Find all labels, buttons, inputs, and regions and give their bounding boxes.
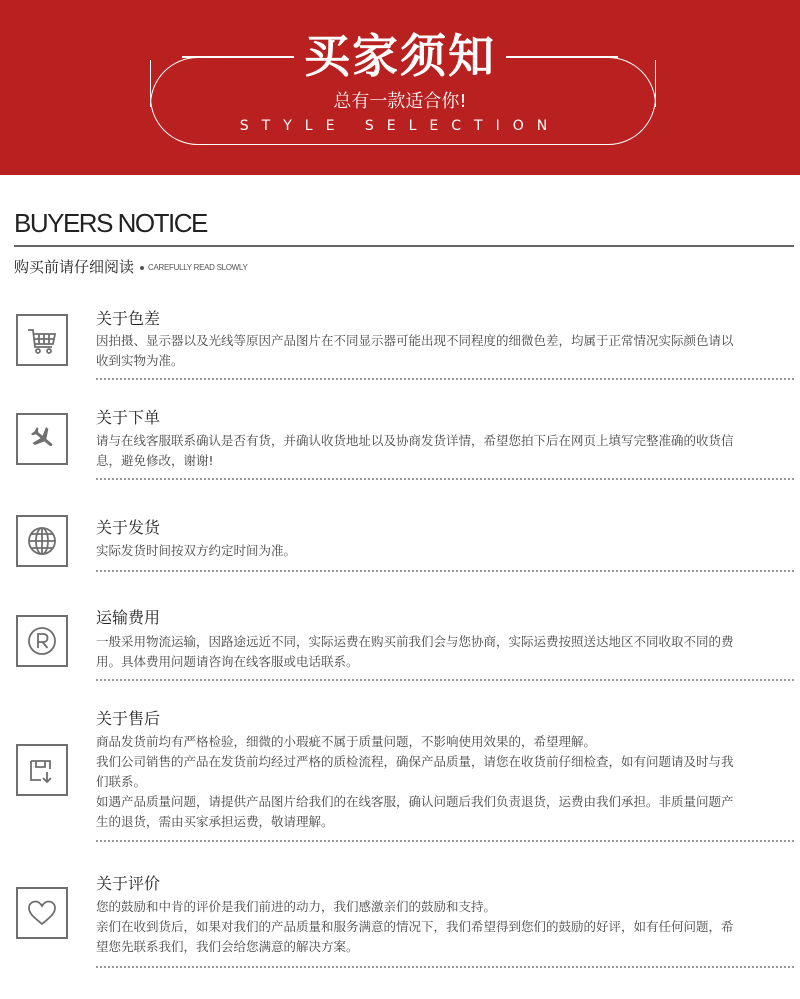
item-divider: [96, 679, 794, 681]
banner-subtitle: 总有一款适合你!: [333, 91, 467, 112]
notice-subheading: [14, 256, 248, 277]
item-body: [96, 541, 736, 561]
item-title: 关于发货: [96, 518, 161, 537]
item-divider: [96, 840, 794, 842]
item-title: 关于售后: [96, 709, 161, 728]
shopping-cart-icon: [16, 314, 68, 366]
banner: [0, 0, 800, 175]
globe-icon: [16, 515, 68, 567]
item-title: 关于下单: [96, 408, 161, 427]
return-box-icon: [16, 744, 68, 796]
item-paragraph: 实际发货时间按双方约定时间为准。: [96, 543, 297, 558]
item-body: [96, 431, 736, 471]
item-body: [96, 331, 736, 371]
item-title: 运输费用: [96, 608, 161, 627]
heading-divider: [14, 245, 794, 247]
item-paragraph: 请与在线客服联系确认是否有货，并确认收货地址以及协商发货详情，希望您拍下后在网页上填写完整准确的收货信息，避免修改，谢谢!: [96, 433, 734, 468]
item-paragraph: 亲们在收到货后，如果对我们的产品质量和服务满意的情况下，我们希望得到您们的鼓励的好评，如有任何问题，希望您先联系我们，我们会给您满意的解决方案。: [96, 919, 734, 954]
notice-subheading-text: 购买前请仔细阅读: [14, 258, 135, 276]
item-paragraph: 商品发货前均有严格检验，细微的小瑕疵不属于质量问题，不影响使用效果的，希望理解。: [96, 734, 597, 749]
banner-tagline: STYLE SELECTION: [239, 118, 561, 134]
item-paragraph: 如遇产品质量问题，请提供产品图片给我们的在线客服，确认问题后我们负责退货，运费由我们承担。非质量问题产生的退货，需由买家承担运费，敬请理解。: [96, 794, 734, 829]
notice-subheading-en: CAREFULLY READ SLOWLY: [148, 263, 248, 272]
notice-heading: BUYERS NOTICE: [14, 208, 207, 238]
item-paragraph: 因拍摄、显示器以及光线等原因产品图片在不同显示器可能出现不同程度的细微色差，均属于正常情况实际颜色请以收到实物为准。: [96, 333, 734, 368]
airplane-icon: [16, 413, 68, 465]
item-paragraph: 我们公司销售的产品在发货前均经过严格的质检流程，确保产品质量，请您在收货前仔细检查，如有问题请及时与我们联系。: [96, 754, 734, 789]
item-divider: [96, 478, 794, 480]
item-divider: [96, 570, 794, 572]
item-body: [96, 632, 736, 672]
item-body: [96, 732, 736, 832]
item-title: 关于评价: [96, 874, 161, 893]
registered-icon: [16, 615, 68, 667]
item-title: 关于色差: [96, 309, 161, 328]
item-body: [96, 897, 736, 957]
item-paragraph: 一般采用物流运输，因路途远近不同，实际运费在购买前我们会与您协商，实际运费按照送达地区不同收取不同的费用。具体费用问题请咨询在线客服或电话联系。: [96, 634, 734, 669]
bullet-dot: [140, 266, 144, 270]
item-divider: [96, 378, 794, 380]
item-divider: [96, 966, 794, 968]
heart-icon: [16, 887, 68, 939]
banner-title: 买家须知: [304, 29, 496, 83]
item-paragraph: 您的鼓励和中肯的评价是我们前进的动力，我们感激亲们的鼓励和支持。: [96, 899, 497, 914]
